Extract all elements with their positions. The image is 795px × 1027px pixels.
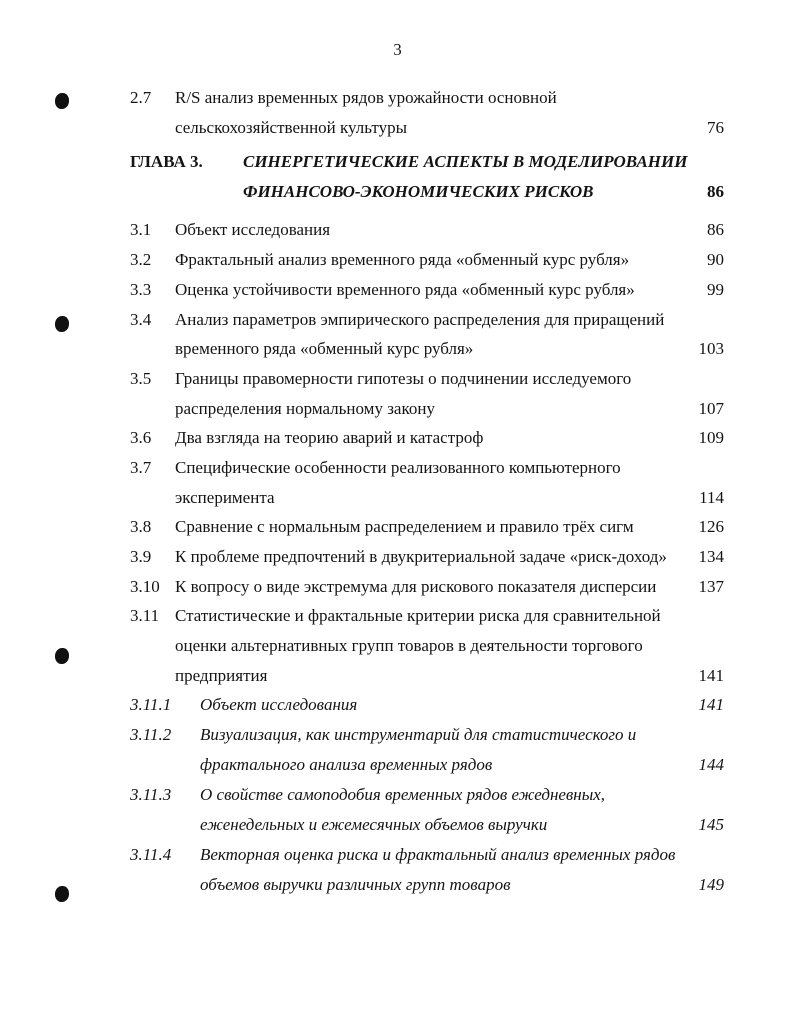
page-number: 3 xyxy=(393,40,402,59)
toc-entry-page: 99 xyxy=(707,280,724,299)
toc-entry-title: Объект исследования xyxy=(175,220,331,239)
binding-hole-mark xyxy=(55,316,69,332)
toc-entry-number: 3.5 xyxy=(130,369,152,388)
toc-subentry-number: 3.11.4 xyxy=(130,845,172,864)
chapter-title-cont: ФИНАНСОВО-ЭКОНОМИЧЕСКИХ РИСКОВ xyxy=(243,182,594,201)
toc-entry-title: Фрактальный анализ временного ряда «обменный курс рубля» xyxy=(175,250,630,269)
toc-entry-number: 3.2 xyxy=(130,250,152,269)
chapter-title: СИНЕРГЕТИЧЕСКИЕ АСПЕКТЫ В МОДЕЛИРОВАНИИ xyxy=(243,152,688,171)
toc-entry-title-cont: распределения нормальному закону xyxy=(175,399,435,418)
toc-entry-number: 3.1 xyxy=(130,220,152,239)
toc-subentry-title: Визуализация, как инструментарий для статистического и xyxy=(200,725,637,744)
toc-entry-page: 107 xyxy=(698,399,724,418)
binding-hole-mark xyxy=(55,648,69,664)
toc-subentry-page: 145 xyxy=(698,815,724,834)
toc-entry-title: К проблеме предпочтений в двукритериальной задаче «риск-доход» xyxy=(175,547,667,566)
toc-entry-page: 134 xyxy=(698,547,724,566)
toc-subentry-page: 141 xyxy=(698,695,724,714)
toc-entry-number: 3.4 xyxy=(130,310,152,329)
toc-subentry-title: Объект исследования xyxy=(200,695,358,714)
toc-entry-number: 3.6 xyxy=(130,428,152,447)
toc-entry-number: 3.9 xyxy=(130,547,152,566)
toc-entry-title: Сравнение с нормальным распределением и правило трёх сигм xyxy=(175,517,634,536)
toc-entry-page: 137 xyxy=(698,577,724,596)
toc-subentry-number: 3.11.3 xyxy=(130,785,172,804)
toc-entry-number: 3.3 xyxy=(130,280,152,299)
toc-entry-title: Границы правомерности гипотезы о подчинении исследуемого xyxy=(175,369,632,388)
toc-subentry-title-cont: объемов выручки различных групп товаров xyxy=(200,875,511,894)
toc-entry-page: 103 xyxy=(698,339,724,358)
toc-entry-number: 2.7 xyxy=(130,88,152,107)
chapter-page: 86 xyxy=(707,182,724,201)
toc-entry-page: 126 xyxy=(698,517,724,536)
toc-subentry-number: 3.11.2 xyxy=(130,725,172,744)
toc-entry-page: 109 xyxy=(698,428,724,447)
toc-entry-number: 3.7 xyxy=(130,458,152,477)
chapter-label: ГЛАВА 3. xyxy=(130,152,203,171)
toc-entry-number: 3.8 xyxy=(130,517,152,536)
toc-subentry-number: 3.11.1 xyxy=(130,695,172,714)
toc-entry-page: 90 xyxy=(707,250,724,269)
toc-entry-page: 86 xyxy=(707,220,724,239)
toc-subentry-page: 144 xyxy=(698,755,724,774)
toc-entry-number: 3.11 xyxy=(130,606,160,625)
toc-entry-title: R/S анализ временных рядов урожайности основной xyxy=(175,88,557,107)
toc-entry-title: Анализ параметров эмпирического распределения для приращений xyxy=(175,310,665,329)
toc-entry-title: Два взгляда на теорию аварий и катастроф xyxy=(175,428,484,447)
toc-entry-title: Статистические и фрактальные критерии риска для сравнительной xyxy=(175,606,661,625)
binding-hole-mark xyxy=(55,886,69,902)
toc-entry-page: 141 xyxy=(698,666,724,685)
toc-entry-title-cont: предприятия xyxy=(175,666,268,685)
toc-entry-title-cont: сельскохозяйственной культуры xyxy=(175,118,408,137)
toc-entry-title: Оценка устойчивости временного ряда «обменный курс рубля» xyxy=(175,280,635,299)
toc-entry-title: К вопросу о виде экстремума для рискового показателя дисперсии xyxy=(175,577,657,596)
toc-entry-title-cont: временного ряда «обменный курс рубля» xyxy=(175,339,474,358)
toc-entry-number: 3.10 xyxy=(130,577,160,596)
toc-subentry-page: 149 xyxy=(698,875,724,894)
toc-subentry-title-cont: еженедельных и ежемесячных объемов выручки xyxy=(200,815,548,834)
toc-subentry-title-cont: фрактального анализа временных рядов xyxy=(200,755,493,774)
toc-entry-title: Специфические особенности реализованного компьютерного xyxy=(175,458,621,477)
toc-subentry-title: О свойстве самоподобия временных рядов ежедневных, xyxy=(200,785,606,804)
toc-entry-page: 114 xyxy=(699,488,724,507)
toc-entry-title-cont: оценки альтернативных групп товаров в деятельности торгового xyxy=(175,636,643,655)
toc-entry-title-cont: эксперимента xyxy=(175,488,275,507)
toc-subentry-title: Векторная оценка риска и фрактальный анализ временных рядов xyxy=(200,845,676,864)
binding-hole-mark xyxy=(55,93,69,109)
toc-entry-page: 76 xyxy=(707,118,724,137)
